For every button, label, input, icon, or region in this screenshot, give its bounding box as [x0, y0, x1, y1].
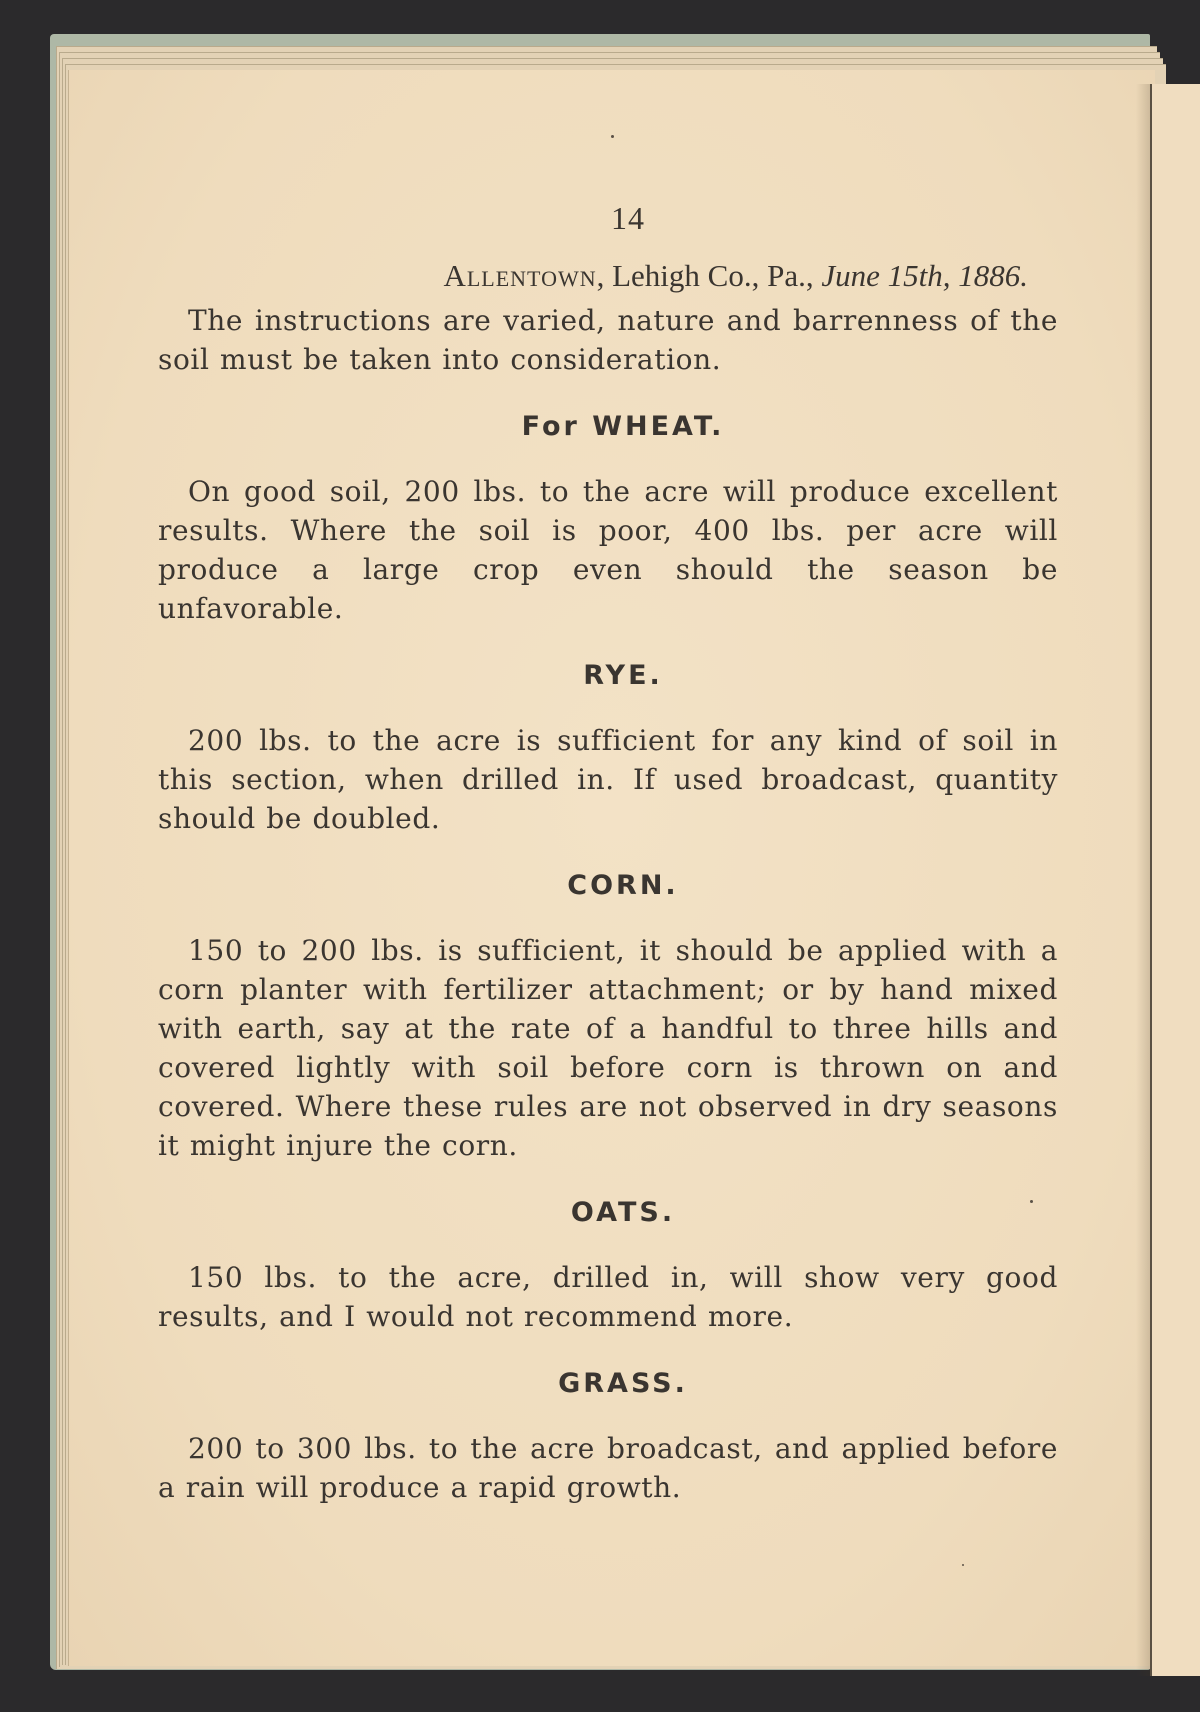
heading-rye: RYE. — [583, 660, 663, 691]
gutter-shadow — [1136, 84, 1150, 1676]
dateline — [158, 257, 1058, 295]
dateline-date: June 15th, 1886. — [821, 258, 1028, 293]
paper-speck — [611, 135, 614, 138]
heading-wheat: For WHEAT. — [521, 411, 725, 442]
paragraph-corn: 150 to 200 lbs. is sufficient, it should be applied with a corn planter with fertilizer attachment; or by hand mixed with earth, say at the rate of a handful to three hills and covered lightly with soil before corn is thrown on and covered. Where these rules are not observed in dry seasons it might injure the corn. — [158, 934, 1058, 1162]
heading-oats: OATS. — [570, 1197, 676, 1228]
paragraph-oats: 150 lbs. to the acre, drilled in, will show very good results, and I would not recommend more. — [158, 1261, 1058, 1333]
intro-paragraph: The instructions are varied, nature and barrenness of the soil must be taken into consideration. — [158, 304, 1058, 376]
paragraph-rye: 200 lbs. to the acre is sufficient for any kind of soil in this section, when drilled in. If used broadcast, quantity should be doubled. — [158, 724, 1058, 835]
page-text — [158, 200, 1058, 1507]
page-number: 14 — [611, 200, 645, 236]
heading-grass: GRASS. — [558, 1368, 688, 1399]
dateline-county: , Lehigh Co., Pa., — [596, 258, 822, 293]
paper-speck — [962, 1564, 964, 1566]
next-page-edge — [1150, 84, 1200, 1676]
paragraph-wheat: On good soil, 200 lbs. to the acre will produce excellent results. Where the soil is poor, 400 lbs. per acre will produce a large crop even should the season be unfavorable. — [158, 475, 1058, 625]
dateline-place: Allentown — [443, 258, 597, 293]
paragraph-grass: 200 to 300 lbs. to the acre broadcast, and applied before a rain will produce a rapid growth. — [158, 1432, 1058, 1504]
heading-corn: CORN. — [567, 870, 679, 901]
